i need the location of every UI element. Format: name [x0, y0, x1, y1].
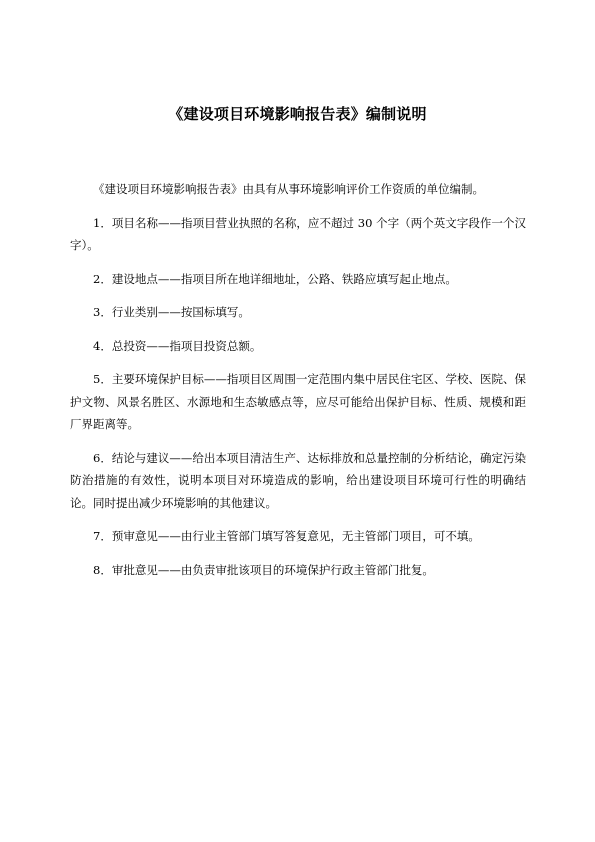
item-construction-site: 2．建设地点——指项目所在地详细地址，公路、铁路应填写起止地点。 — [93, 271, 457, 286]
item-project-name: 1．项目名称——指项目营业执照的名称，应不超过 30 个字（两个英文字段作一个汉字）。 — [70, 215, 526, 252]
item-preliminary-opinion: 7．预审意见——由行业主管部门填写答复意见，无主管部门项目，可不填。 — [93, 529, 480, 543]
document-body — [70, 178, 526, 592]
item-conclusion-suggestions: 6．结论与建议——给出本项目清洁生产、达标排放和总量控制的分析结论，确定污染防治措施的有效性，说明本项目对环境造成的影响，给出建设项目环境可行性的明确结论。同时提出减少环境影响的其他建议。 — [70, 450, 526, 510]
item-total-investment: 4．总投资——指项目投资总额。 — [93, 338, 262, 353]
document-title: 《建设项目环境影响报告表》编制说明 — [168, 105, 427, 123]
item-approval-opinion: 8．审批意见——由负责审批该项目的环境保护行政主管部门批复。 — [93, 562, 434, 577]
intro-paragraph: 《建设项目环境影响报告表》由具有从事环境影响评价工作资质的单位编制。 — [93, 182, 484, 196]
item-industry-category: 3．行业类别——按国标填写。 — [93, 305, 250, 319]
item-protection-targets: 5．主要环境保护目标——指项目区周围一定范围内集中居民住宅区、学校、医院、保护文物、风景名胜区、水源地和生态敏感点等，应尽可能给出保护目标、性质、规模和距厂界距离等。 — [70, 372, 526, 431]
